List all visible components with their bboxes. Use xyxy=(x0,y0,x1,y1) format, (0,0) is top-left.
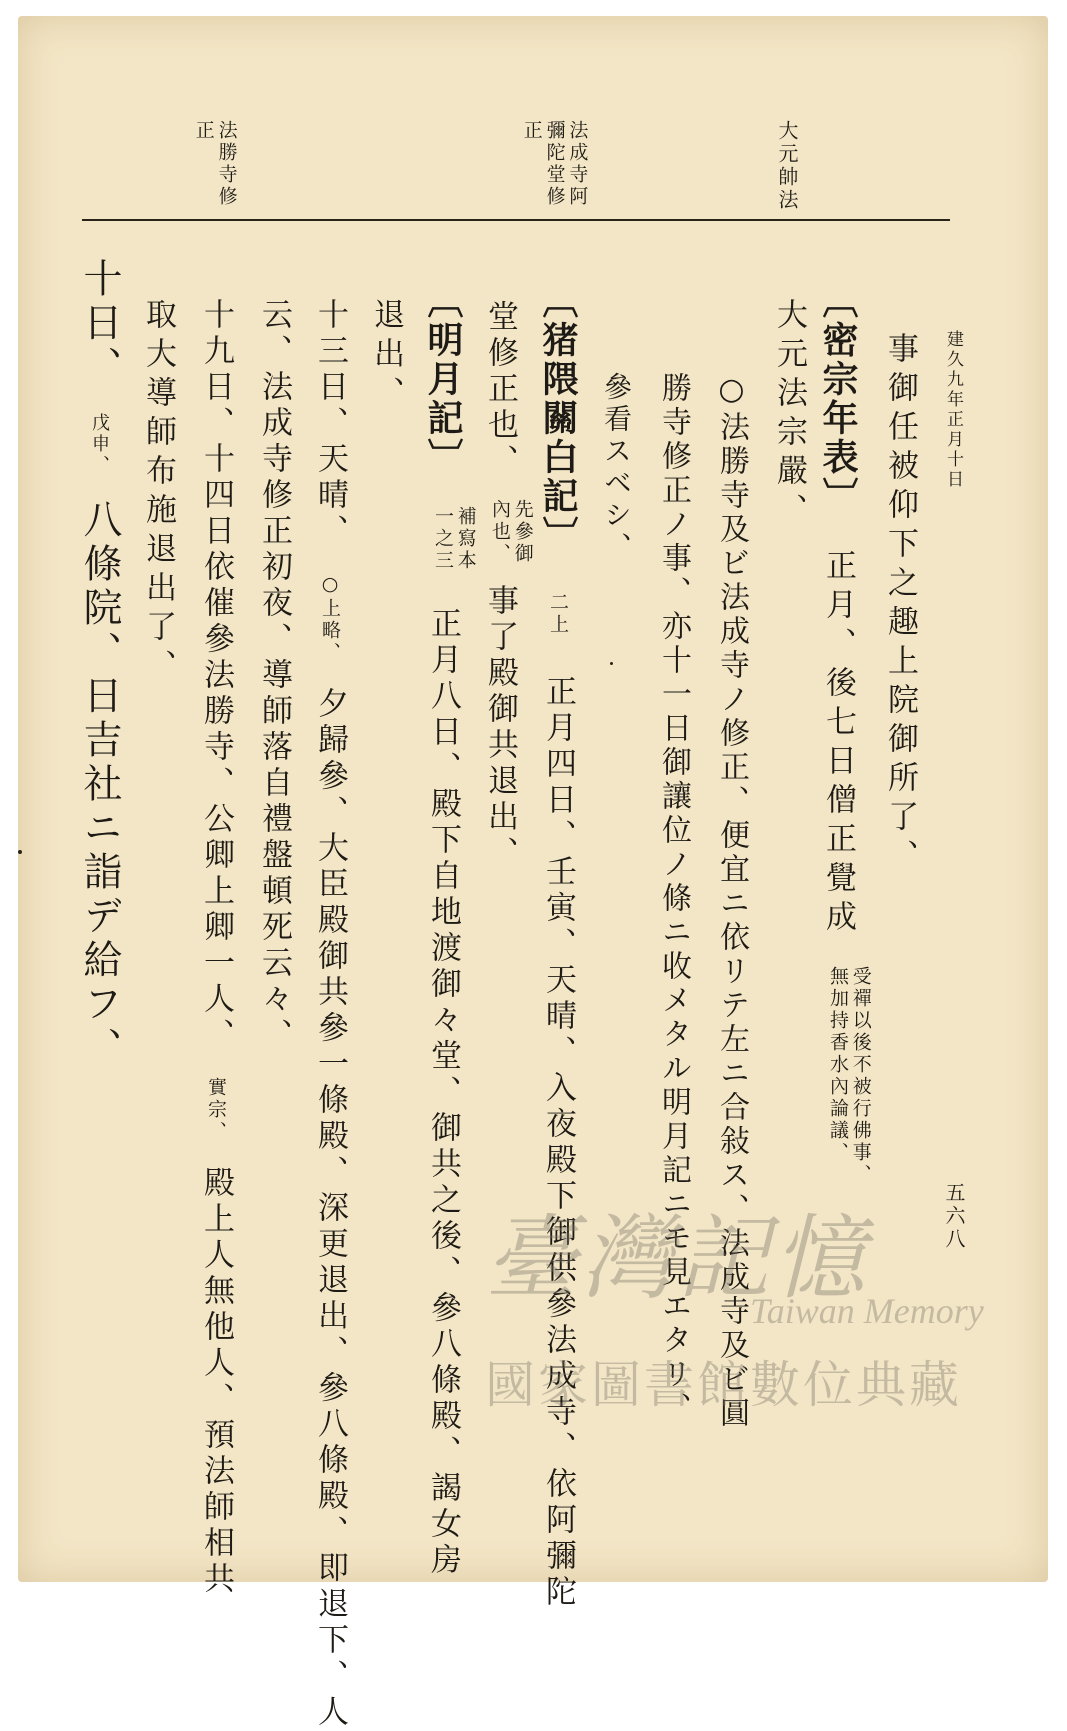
header-divider xyxy=(82,219,950,221)
ref-note-7: 二上 xyxy=(547,592,569,636)
watermark xyxy=(485,1185,985,1425)
text-column-8a: 堂修正也、 xyxy=(482,300,518,480)
source-title-mitsushu: 〔密宗年表〕 xyxy=(817,282,859,516)
ink-dot xyxy=(18,850,22,854)
text-column-13b: 殿上人無他人、預法師相共 xyxy=(198,1166,234,1598)
text-column-3: 大元法宗嚴、 xyxy=(771,298,807,532)
text-column-12: 云、法成寺修正初夜、導師落自禮盤頓死云々、 xyxy=(256,298,292,1054)
entry-date-note: 戊申、 xyxy=(89,413,110,476)
inline-note-8 xyxy=(488,499,534,565)
margin-note-2 xyxy=(520,120,588,215)
text-column-11b: 夕歸參、大臣殿御共參一條殿、深更退出、參八條殿、即退下、人 xyxy=(312,687,348,1731)
text-column-11 xyxy=(312,298,348,1731)
margin-note-3 xyxy=(192,120,238,208)
text-column-9 xyxy=(422,282,477,1579)
text-column-9-body: 正月八日、殿下自地渡御々堂、御共之後、參八條殿、謁女房 xyxy=(425,607,461,1579)
ink-dot xyxy=(610,662,613,665)
text-column-13a: 十九日、十四日依催參法勝寺、公卿上卿一人、 xyxy=(198,298,234,1054)
running-title: 建久九年正月十日 xyxy=(943,330,963,490)
text-column-4: ○法勝寺及ビ法成寺ノ修正、便宜ニ依リテ左ニ合敍ス、法成寺及ビ圓 xyxy=(714,372,749,1431)
text-column-13 xyxy=(198,298,234,1598)
watermark-english: Taiwan Memory xyxy=(750,1291,984,1331)
margin-note-3-text: 法勝寺修正 xyxy=(192,120,238,208)
margin-note-2-text: 法成寺阿彌陀堂修正 xyxy=(520,120,589,208)
inline-note-2 xyxy=(826,966,872,1186)
ref-note-9a: 補寫本 xyxy=(454,506,477,572)
text-column-2-body: 正月、後七日僧正覺成 xyxy=(820,549,856,939)
text-column-14: 取大導師布施退出了、 xyxy=(140,298,176,688)
text-column-15 xyxy=(77,258,122,1071)
text-column-7-body: 正月四日、壬寅、天晴、入夜殿下御供參法成寺、依阿彌陀 xyxy=(540,675,576,1611)
source-title-meigetsuki: 〔明月記〕 xyxy=(422,282,464,477)
watermark-subtitle: 國家圖書館數位典藏 xyxy=(485,1356,962,1414)
text-column-8b: 事了殿御共退出、 xyxy=(482,584,518,872)
entry-text: 八條院、日吉社ニ詣デ給フ、 xyxy=(77,499,122,1071)
watermark-title: 臺灣記憶 xyxy=(485,1205,870,1312)
ref-note-9b: 一之三 xyxy=(432,506,454,572)
text-column-6: 參看スベシ、 xyxy=(600,372,633,564)
inline-note-8a: 先參御 xyxy=(511,499,534,565)
ref-note-9 xyxy=(431,506,477,572)
inline-note-2b: 無加持香水內論議、 xyxy=(827,966,849,1164)
inline-note-11: ○上略、 xyxy=(319,573,341,664)
text-column-2 xyxy=(817,282,872,1186)
margin-note-1: 大元帥法 xyxy=(775,120,799,212)
inline-note-8b: 內也、 xyxy=(489,499,511,565)
text-column-11a: 十三日、天晴、 xyxy=(312,298,348,550)
text-column-10: 退出、 xyxy=(368,298,404,415)
source-title-inokuma: 〔猪隈關白記〕 xyxy=(537,282,579,555)
inline-note-2a: 受禪以後不被行佛事、 xyxy=(849,966,872,1186)
text-column-8 xyxy=(484,300,534,872)
page-number: 五六八 xyxy=(942,1182,966,1251)
text-column-1: 事御任被仰下之趣上院御所了、 xyxy=(882,332,918,878)
entry-date: 十日、 xyxy=(77,258,122,390)
inline-note-13: 實宗、 xyxy=(205,1077,227,1143)
text-column-5: 勝寺修正ノ事、亦十一日御讓位ノ條ニ收メタル明月記ニモ見エタリ、 xyxy=(656,372,691,1426)
